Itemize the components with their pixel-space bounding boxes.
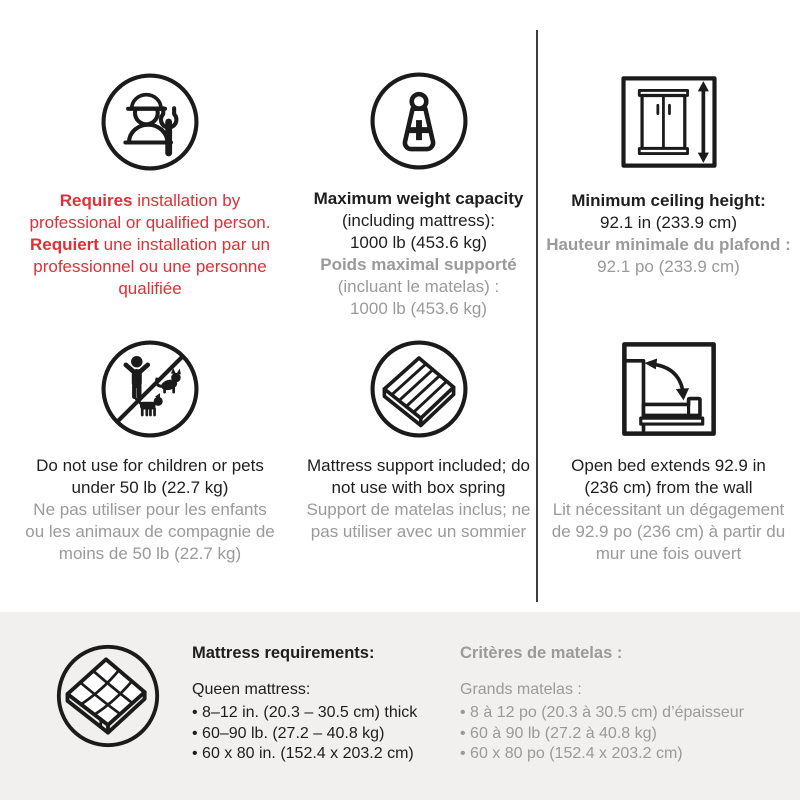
section-subtitle-en: Queen mattress: — [192, 681, 311, 698]
list-item: • 60–90 lb. (27.2 – 40.8 kg) — [192, 724, 417, 745]
info-panel-installation — [0, 30, 300, 315]
list-item: • 8–12 in. (20.3 – 30.5 cm) thick — [192, 703, 417, 724]
info-panel-mattress-support — [300, 315, 537, 565]
vertical-divider — [536, 30, 538, 602]
ceiling-height-icon — [617, 70, 721, 174]
panel-text: Maximum weight capacity (including mattress): 1000 lb (453.6 kg) Poids maximal supporté (incluant le matelas) : 1000 lb (453.6 kg) — [313, 189, 524, 318]
mattress-requirements-en — [192, 643, 417, 765]
info-panel-ceiling-height — [537, 30, 800, 315]
installer-icon — [99, 70, 201, 174]
section-subtitle-fr: Grands matelas : — [460, 681, 582, 698]
info-panel-open-bed — [537, 315, 800, 565]
section-title-en: Mattress requirements: — [192, 644, 375, 662]
list-item: • 8 à 12 po (20.3 à 30.5 cm) d’épaisseur — [460, 703, 744, 724]
mattress-support-icon — [368, 337, 470, 441]
requirements-list-en — [192, 703, 417, 765]
info-panel-no-children-pets — [0, 315, 300, 565]
panel-text: Mattress support included; do not use with box spring Support de matelas inclus; ne pas utiliser avec un sommier — [306, 456, 531, 541]
panel-text: Requires installation by professional or qualified person. Requiert une installation par un professionnel ou une personne qualifiée — [29, 191, 271, 298]
no-children-pets-icon — [99, 337, 201, 441]
requirements-list-fr — [460, 703, 744, 765]
mattress-requirements-fr — [460, 643, 744, 765]
list-item: • 60 x 80 in. (152.4 x 203.2 cm) — [192, 744, 417, 765]
panel-text: Do not use for children or pets under 50 lb (22.7 kg) Ne pas utiliser pour les enfants ou les animaux de compagnie de moins de 50 lb (22.7 kg) — [25, 456, 275, 563]
section-title-fr: Critères de matelas : — [460, 644, 623, 662]
weight-icon — [368, 70, 470, 172]
mattress-icon — [54, 642, 162, 750]
panel-text: Open bed extends 92.9 in (236 cm) from the wall Lit nécessitant un dégagement de 92.9 po (236 cm) à partir du mur une fois ouvert — [551, 456, 786, 563]
list-item: • 60 à 90 lb (27.2 à 40.8 kg) — [460, 724, 744, 745]
list-item: • 60 x 80 po (152.4 x 203.2 cm) — [460, 744, 744, 765]
info-grid — [0, 30, 800, 565]
panel-text: Minimum ceiling height: 92.1 in (233.9 cm) Hauteur minimale du plafond : 92.1 po (233.9 cm) — [546, 191, 791, 276]
open-bed-icon — [618, 337, 720, 441]
mattress-requirements-section — [0, 612, 800, 800]
info-panel-max-weight — [300, 30, 537, 318]
